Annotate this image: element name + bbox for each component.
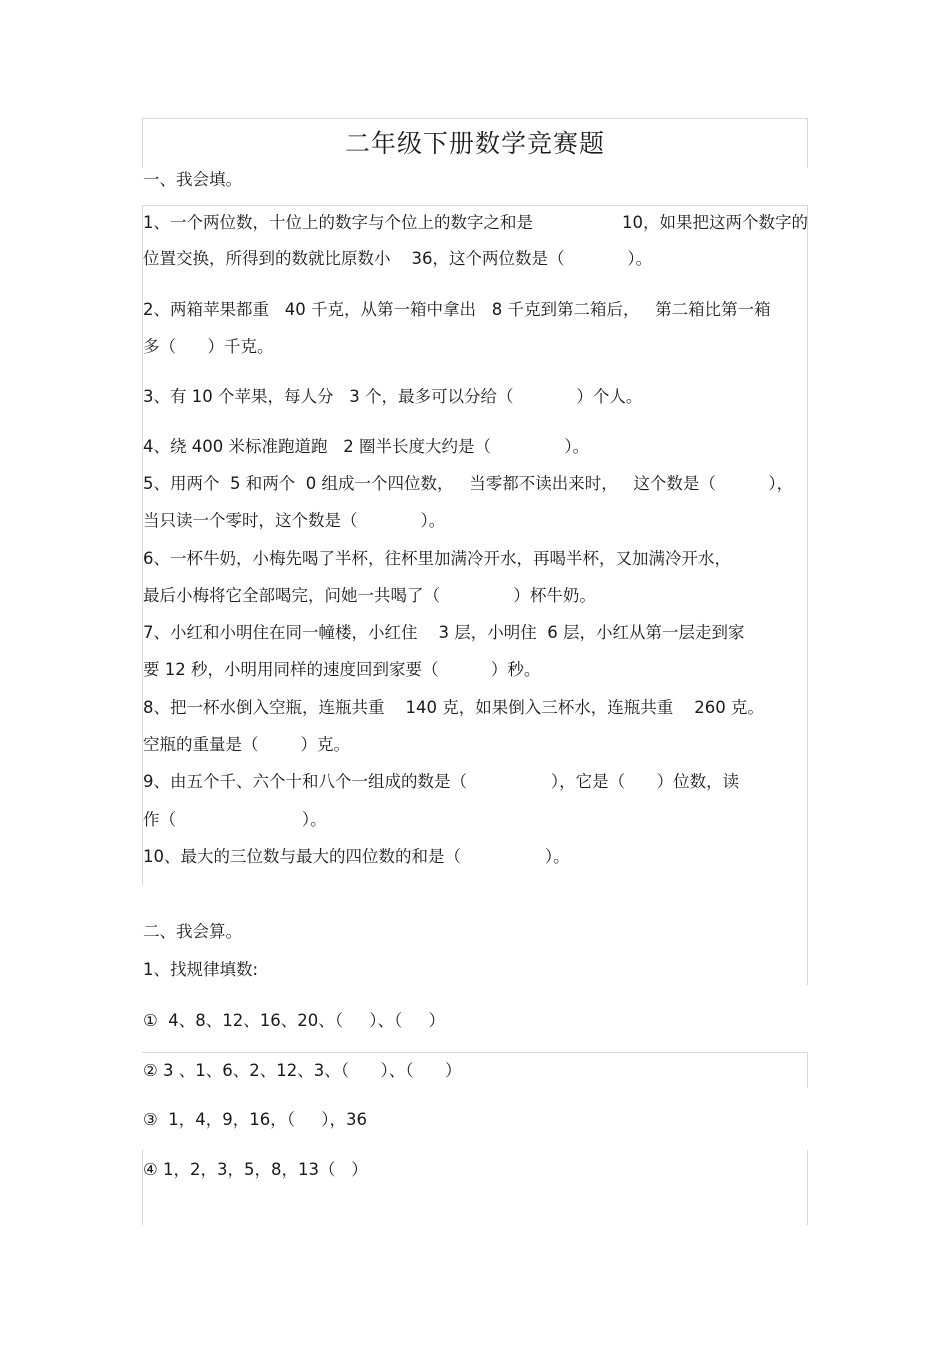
border-line bbox=[142, 118, 808, 119]
sequence-item: ② 3 、1、6、2、12、3、（ ）、（ ） bbox=[143, 1061, 462, 1080]
question-line: 6、一杯牛奶，小梅先喝了半杯，往杯里加满冷开水，再喝半杯，又加满冷开水， bbox=[143, 549, 731, 568]
question-line: 作（ ）。 bbox=[143, 810, 327, 829]
question-line: 5、用两个 5 和两个 0 组成一个四位数， 当零都不读出来时， 这个数是（ ）， bbox=[143, 474, 794, 493]
question-line: 10、最大的三位数与最大的四位数的和是（ ）。 bbox=[143, 847, 570, 866]
question-line: 8、把一杯水倒入空瓶，连瓶共重 140 克，如果倒入三杯水，连瓶共重 260 克。 bbox=[143, 698, 764, 717]
question-line: 7、小红和小明住在同一幢楼，小红住 3 层，小明住 6 层，小红从第一层走到家 bbox=[143, 623, 745, 642]
subsection-heading: 1、找规律填数: bbox=[143, 960, 259, 979]
question-line: 9、由五个千、六个十和八个一组成的数是（ ），它是（ ）位数，读 bbox=[143, 772, 740, 791]
page-title: 二年级下册数学竞赛题 bbox=[344, 129, 605, 158]
question-line: 位置交换，所得到的数就比原数小 36，这个两位数是（ ）。 bbox=[143, 249, 653, 268]
question-line: 2、两箱苹果都重 40 千克，从第一箱中拿出 8 千克到第二箱后， 第二箱比第一箱 bbox=[143, 300, 771, 319]
question-text: 1、一个两位数，十位上的数字与个位上的数字之和是 bbox=[143, 213, 533, 232]
sequence-item: ① 4、8、12、16、20、（ ）、（ ） bbox=[143, 1011, 445, 1030]
question-line: 4、绕 400 米标准跑道跑 2 圈半长度大约是（ ）。 bbox=[143, 437, 590, 456]
question-line bbox=[143, 211, 808, 235]
question-line: 3、有 10 个苹果，每人分 3 个，最多可以分给（ ）个人。 bbox=[143, 387, 643, 406]
section-heading: 二、我会算。 bbox=[143, 922, 242, 941]
question-line: 要 12 秒，小明用同样的速度回到家要（ ）秒。 bbox=[143, 660, 541, 679]
section-heading: 一、我会填。 bbox=[143, 170, 242, 189]
question-line: 当只读一个零时，这个数是（ ）。 bbox=[143, 511, 446, 530]
question-line: 最后小梅将它全部喝完，问她一共喝了（ ）杯牛奶。 bbox=[143, 586, 596, 605]
sequence-item: ④ 1，2，3，5，8，13（ ） bbox=[143, 1160, 368, 1179]
sequence-item: ③ 1，4，9，16，（ ），36 bbox=[143, 1110, 367, 1129]
border-line bbox=[142, 1052, 808, 1053]
question-line: 空瓶的重量是（ ）克。 bbox=[143, 735, 350, 754]
question-text: 10，如果把这两个数字的 bbox=[622, 213, 808, 232]
border-line bbox=[142, 205, 808, 206]
question-line: 多（ ）千克。 bbox=[143, 337, 274, 356]
